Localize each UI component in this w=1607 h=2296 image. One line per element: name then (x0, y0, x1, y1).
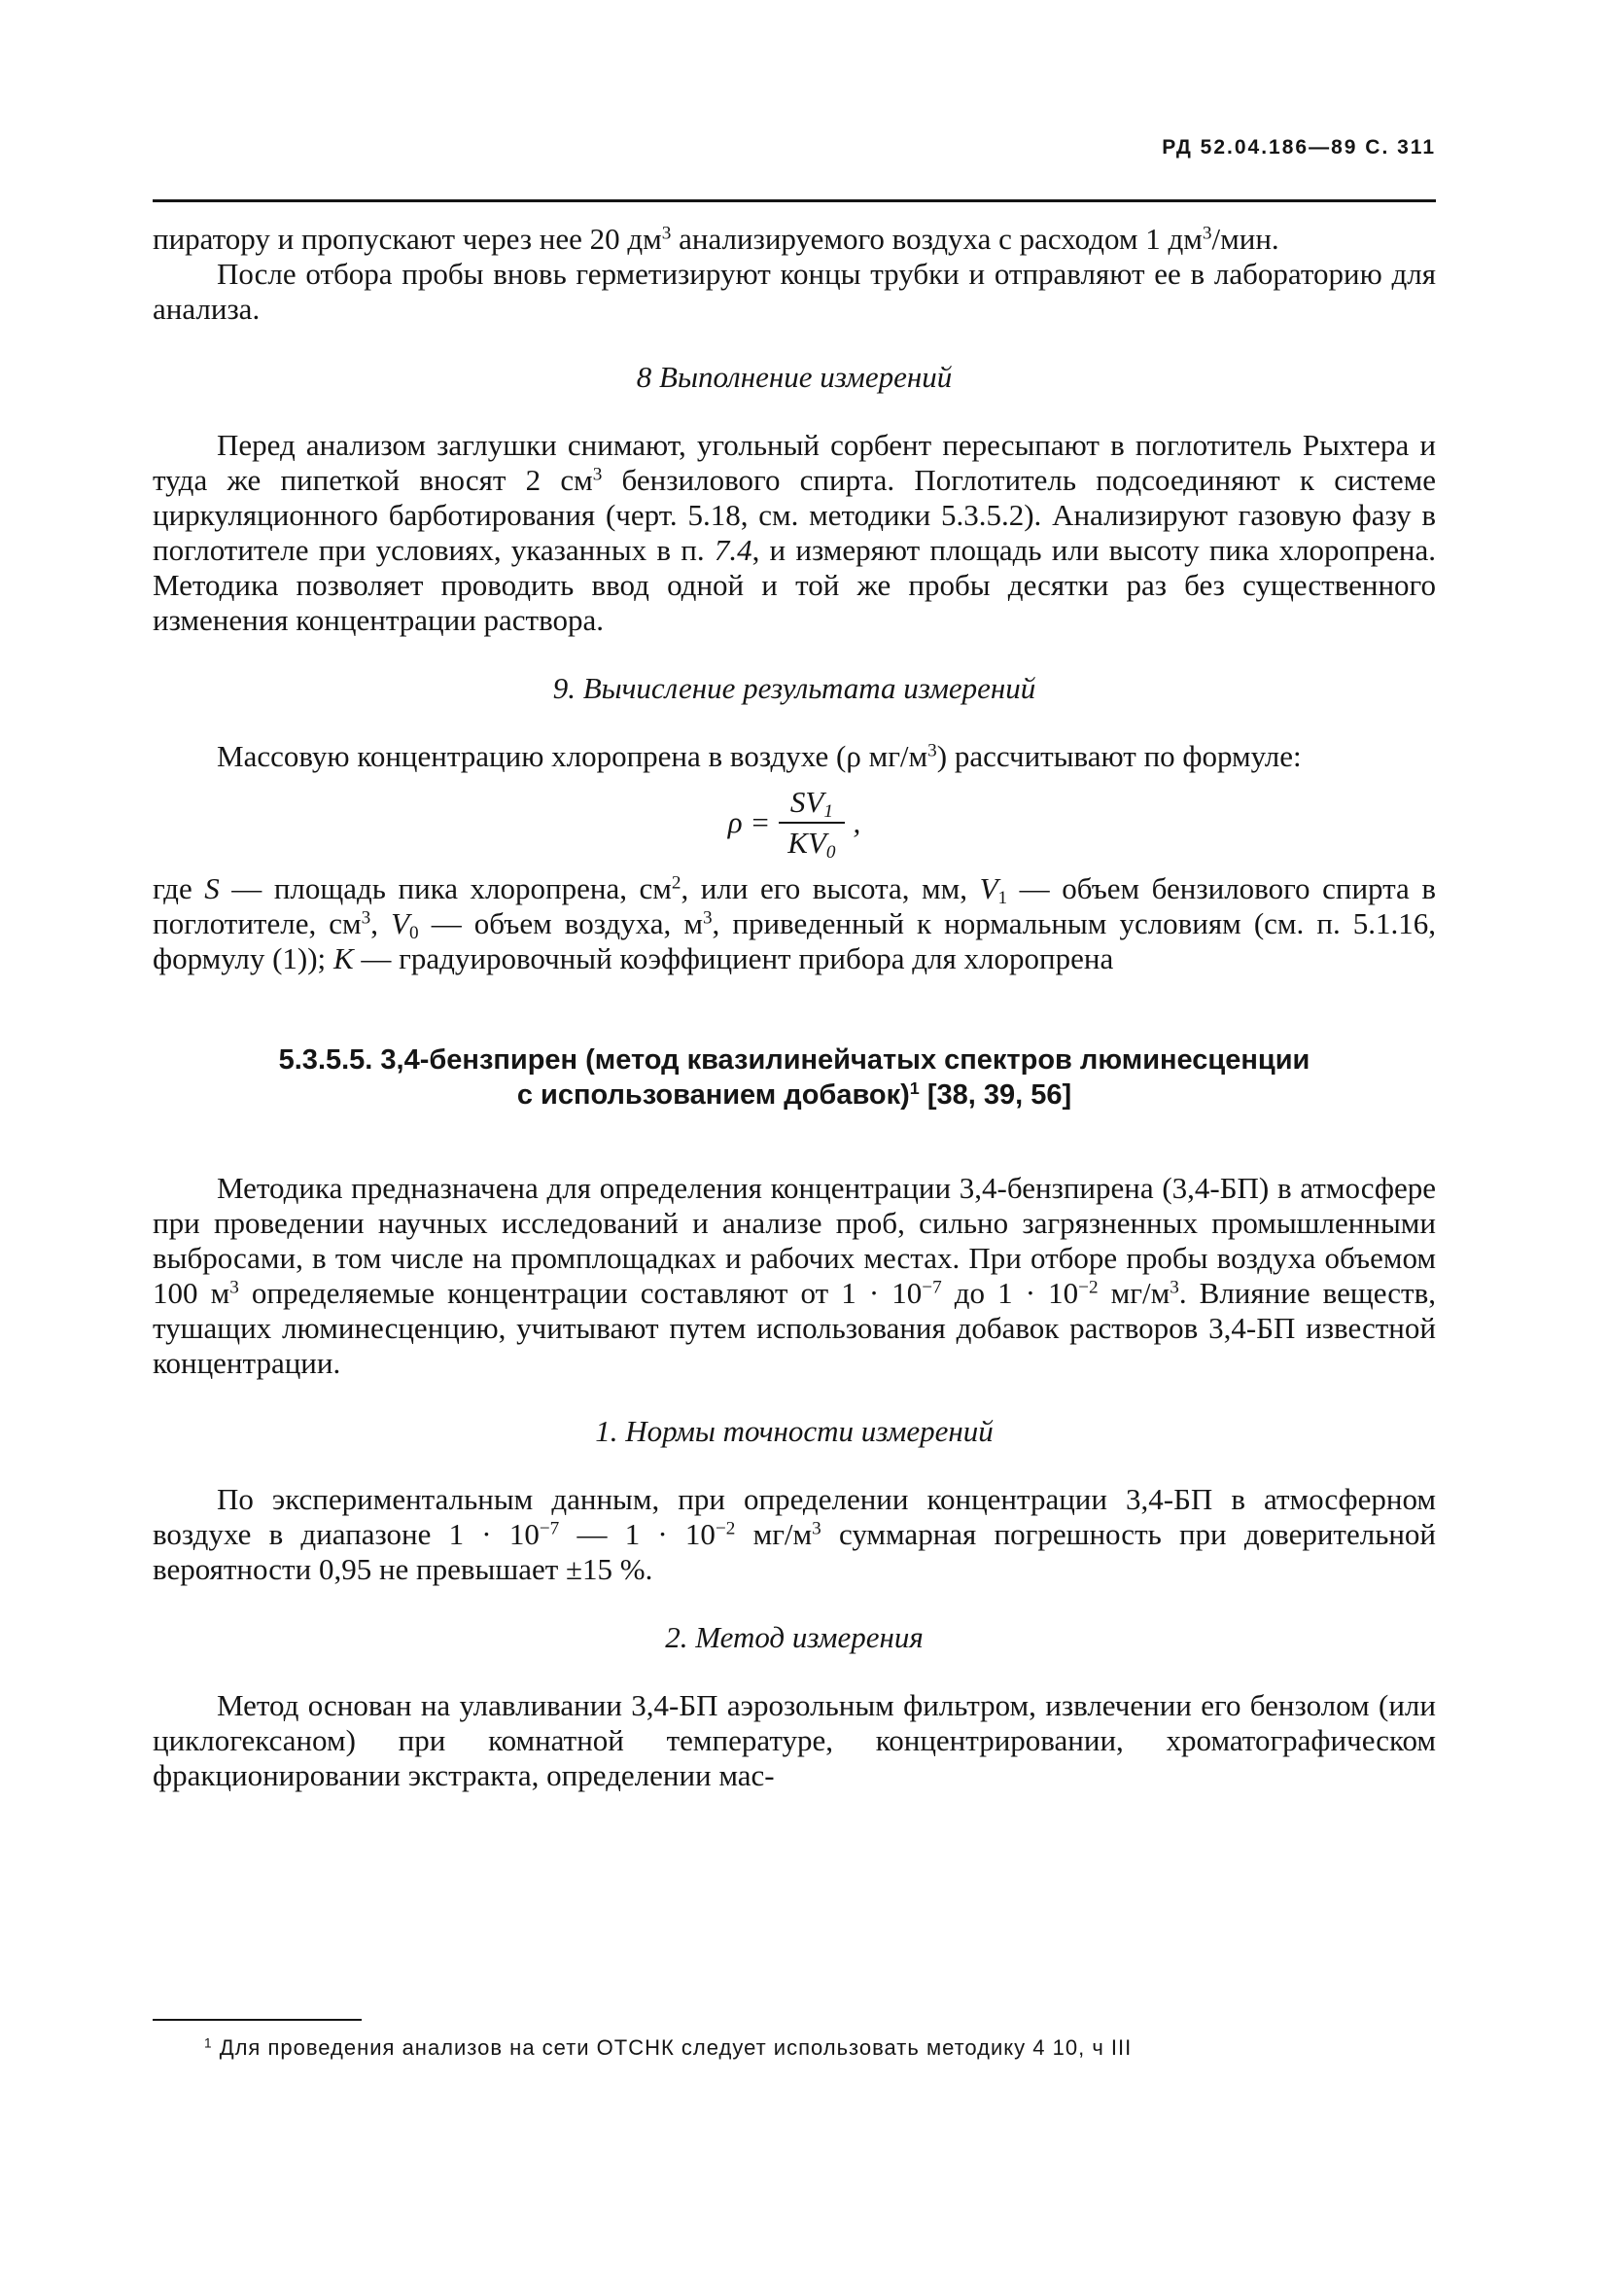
footnote-text: Для проведения анализов на сети ОТСНК следует использовать методику 4 10, ч III (212, 2035, 1133, 2060)
superscript: 3 (702, 907, 713, 929)
header-rule (153, 199, 1436, 202)
footnote-rule (153, 2019, 362, 2021)
text: где (153, 871, 205, 905)
superscript: 3 (229, 1277, 239, 1298)
text: суммарная погрешность при доверительной вероятности 0,95 не превышает ±15 %. (153, 1517, 1437, 1586)
paragraph-method-purpose (153, 1171, 1436, 1381)
superscript: −2 (715, 1518, 736, 1539)
paragraph-accuracy (153, 1482, 1436, 1587)
paragraph-continuation (153, 222, 1436, 257)
formula-lhs: ρ = (727, 805, 771, 839)
text: — площадь пика хлоропрена, см (219, 871, 672, 905)
text: ) рассчитывают по формуле: (936, 739, 1302, 773)
formula-tail: , (853, 805, 861, 839)
subscript: 1 (997, 887, 1008, 908)
text: бензилового спирта. Поглотитель подсоединяют к системе циркуляционного барботирования (черт. 5.18, см. методики 5.3.5.2). Анализируют газовую фазу в поглотителе при условиях, указанных в п. (153, 463, 1436, 567)
paragraph-formula-intro (153, 739, 1436, 774)
section-title (153, 1042, 1436, 1113)
text: мг/м (1098, 1276, 1170, 1310)
text: Перед анализом заглушки снимают, угольный сорбент пересыпают в поглотитель Рыхтера и туда же пипеткой вносят 2 см (153, 428, 1436, 497)
heading-result-calculation: 9. Вычисление результата измерений (552, 671, 1036, 705)
paragraph-after-sampling: После отбора пробы вновь герметизируют концы трубки и отправляют ее в лабораторию для анализа. (153, 257, 1436, 326)
text: до 1 · 10 (941, 1276, 1079, 1310)
paragraph-procedure (153, 428, 1436, 638)
text: — объем воздуха, м (418, 906, 703, 940)
formula-denominator (776, 824, 847, 861)
text: /мин. (1211, 222, 1279, 256)
text: — градуировочный коэффициент прибора для хлоропрена (353, 941, 1114, 975)
text: По экспериментальным данным, при определении концентрации 3,4-БП в атмосферном воздухе в диапазоне 1 · 10 (153, 1482, 1436, 1551)
heading-accuracy: 1. Нормы точности измерений (595, 1414, 994, 1448)
text: Массовую концентрацию хлоропрена в воздухе (ρ мг/м (217, 739, 928, 773)
subscript: 0 (409, 922, 419, 943)
variable: K (332, 941, 354, 975)
superscript: −7 (539, 1518, 560, 1539)
formula-var: SV (789, 785, 824, 819)
superscript: 3 (1170, 1277, 1179, 1298)
footnote-mark: 1 (909, 1078, 920, 1099)
superscript: −2 (1078, 1277, 1099, 1298)
text: определяемые концентрации составляют от 1 · 10 (238, 1276, 923, 1310)
text: анализируемого воздуха с расходом 1 дм (671, 222, 1203, 256)
section-title-line (153, 1077, 1436, 1113)
heading-measurement-procedure: 8 Выполнение измерений (636, 360, 953, 394)
formula (153, 774, 1436, 871)
formula-subscript: 0 (825, 841, 836, 863)
superscript: 3 (812, 1518, 821, 1539)
superscript: 3 (661, 223, 672, 244)
formula-fraction (776, 785, 847, 861)
text: — объем бензилового спирта в поглотителе, см (153, 871, 1436, 940)
formula-subscript: 1 (823, 800, 833, 822)
heading-method: 2. Метод измерения (665, 1620, 924, 1654)
superscript: 3 (592, 464, 603, 485)
text: с использованием добавок) (516, 1079, 910, 1111)
variable: S (204, 871, 220, 905)
text: , или его высота, мм, (681, 871, 980, 905)
variable: V (391, 906, 410, 940)
section-title-line: 5.3.5.5. 3,4-бензпирен (метод квазилинейчатых спектров люминесценции (278, 1044, 1310, 1076)
superscript: 3 (927, 740, 937, 761)
text: — 1 · 10 (559, 1517, 716, 1551)
text: пиратору и пропускают через нее 20 дм (153, 222, 662, 256)
text: . Влияние веществ, тушащих люминесценцию, учитывают путем использования добавок растворов 3,4-БП известной концентрации. (153, 1276, 1436, 1380)
superscript: 3 (1202, 223, 1212, 244)
text: [38, 39, 56] (919, 1079, 1072, 1111)
running-head: РД 52.04.186—89 С. 311 (1162, 136, 1436, 159)
page-content (153, 222, 1436, 1793)
footnote-mark: 1 (204, 2035, 213, 2051)
superscript: 3 (361, 907, 371, 929)
variable: V (979, 871, 998, 905)
formula-numerator (779, 785, 845, 824)
superscript: 2 (671, 872, 681, 894)
formula-var: KV (787, 826, 826, 860)
paragraph-definitions (153, 871, 1436, 976)
text: мг/м (735, 1517, 813, 1551)
text: , и измеряют площадь или высоту пика хлоропрена. Методика позволяет проводить ввод одной и той же пробы десятки раз без существенного изменения концентрации раствора. (153, 533, 1436, 637)
footnote (204, 2035, 1132, 2061)
text: Методика предназначена для определения концентрации 3,4-бензпирена (3,4-БП) в атмосфере при проведении научных исследований и анализе проб, сильно загрязненных промышленными выбросами, в том числе на промплощадках и рабочих местах. При отборе пробы воздуха объемом 100 м (153, 1171, 1436, 1310)
superscript: −7 (922, 1277, 942, 1298)
text: , приведенный к нормальным условиям (см. п. 5.1.16, формулу (1)); (153, 906, 1437, 975)
text: , (370, 906, 392, 940)
paragraph-method: Метод основан на улавливании 3,4-БП аэрозольным фильтром, извлечении его бензолом (или циклогексаном) при комнатной температуре, концентрировании, хроматографическом фракционировании экстракта, определении мас- (153, 1688, 1436, 1792)
reference: 7.4 (714, 533, 752, 567)
